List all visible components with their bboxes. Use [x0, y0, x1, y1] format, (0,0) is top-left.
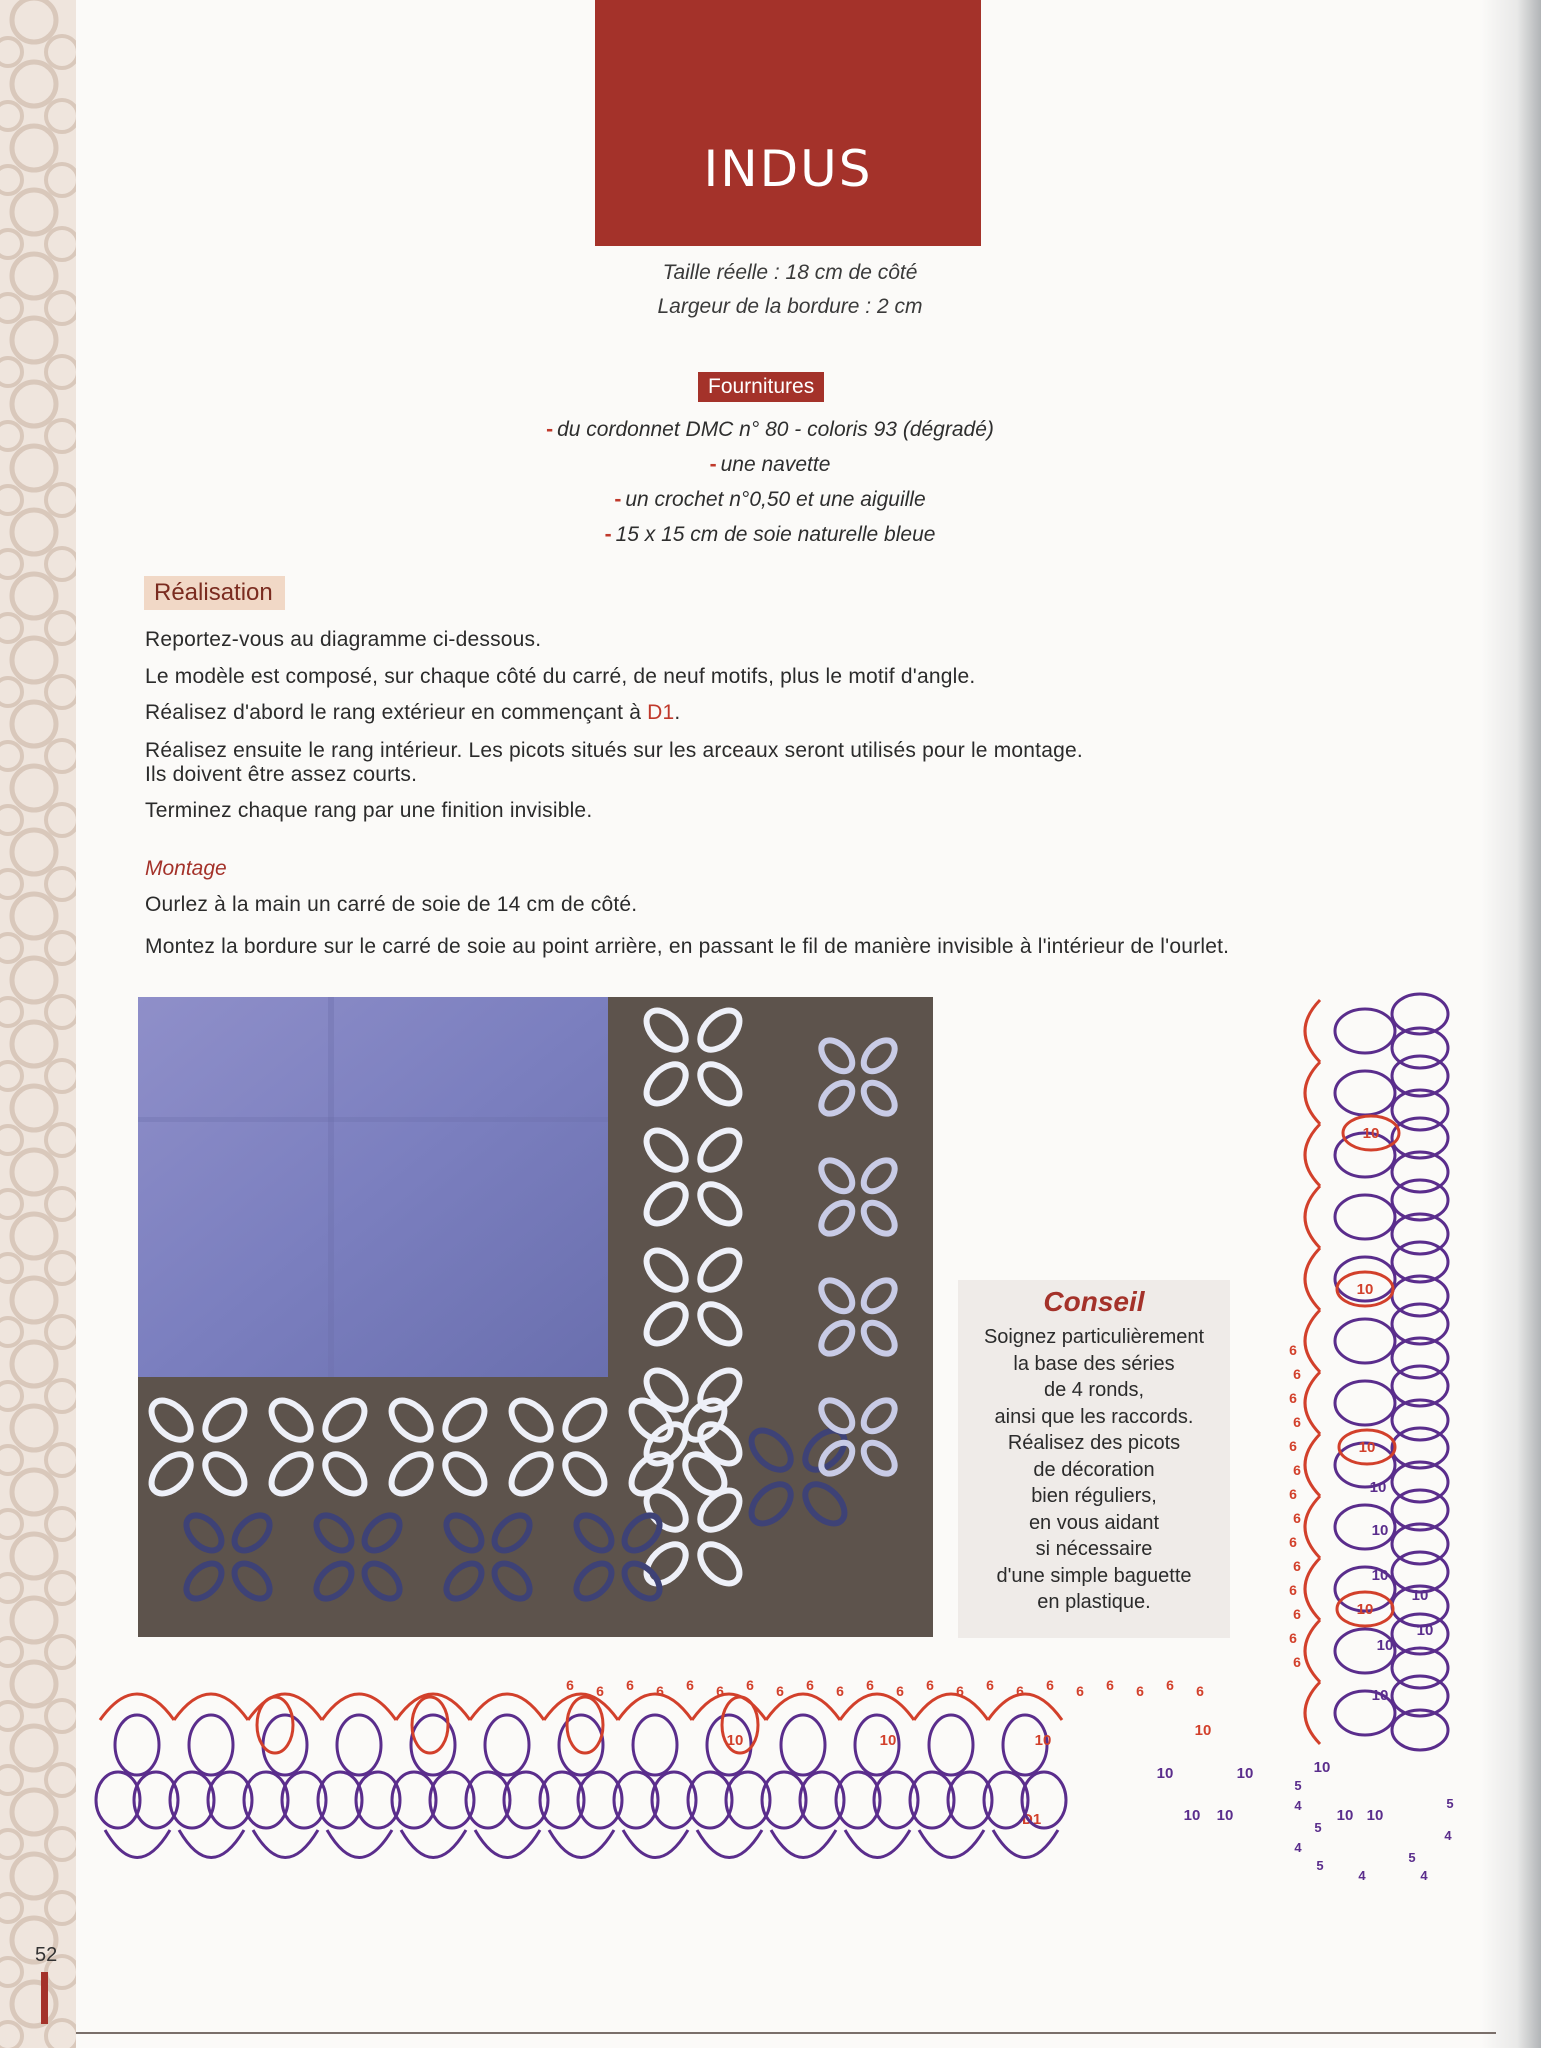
diagram-label: 6: [626, 1677, 634, 1693]
inner-ring: [1335, 1381, 1395, 1425]
diagram-label: 10: [1236, 1765, 1254, 1782]
outer-arc: [1305, 1434, 1320, 1496]
inner-ring: [263, 1715, 307, 1775]
diagram-label: 10: [1336, 1807, 1354, 1824]
montage-line: Montez la bordure sur le carré de soie au point arrière, en passant le fil de manière invisible à l'intérieur de l'ourlet.: [145, 935, 1230, 958]
tip-line: d'une simple baguette: [996, 1564, 1192, 1587]
inner-ring: [1335, 1071, 1395, 1115]
diagram-label: 6: [806, 1677, 814, 1693]
tip-line: Réalisez des picots: [1007, 1432, 1181, 1454]
diagram-label: 4: [1444, 1828, 1452, 1843]
inner-ring: [1335, 1319, 1395, 1363]
diagram-label: 10: [1358, 1439, 1376, 1456]
outer-arc: [1305, 1620, 1320, 1682]
montage-heading: Montage: [145, 857, 227, 880]
diagram-label: 6: [1293, 1606, 1301, 1622]
diagram-label: 6: [686, 1677, 694, 1693]
inner-arc: [401, 1830, 466, 1858]
diagram-label: 6: [746, 1677, 754, 1693]
diagram-label: 10: [1416, 1622, 1434, 1639]
diagram-label: 6: [836, 1683, 844, 1699]
diagram-label: 10: [1356, 1601, 1374, 1618]
diagram-label: 10: [726, 1732, 744, 1749]
diagram-label: 6: [1136, 1683, 1144, 1699]
diagram-label: 6: [1293, 1462, 1301, 1478]
inner-ring: [1335, 1195, 1395, 1239]
instruction-line: Reportez-vous au diagramme ci-dessous.: [145, 628, 542, 651]
diagram-label: 5: [1408, 1850, 1416, 1865]
diagram-label: 6: [1289, 1630, 1297, 1646]
outer-arc: [1305, 1000, 1320, 1062]
diagram-label: 6: [596, 1683, 604, 1699]
outer-arc: [1305, 1372, 1320, 1434]
inner-ring: [929, 1715, 973, 1775]
diagram-label: 6: [656, 1683, 664, 1699]
tip-line: de 4 ronds,: [1043, 1379, 1145, 1401]
diagram-label: 6: [1289, 1390, 1297, 1406]
tip-line: en plastique.: [1037, 1591, 1151, 1613]
diagram-label: 10: [1362, 1125, 1380, 1142]
diagram-label: 6: [1289, 1486, 1297, 1502]
outer-arc: [1305, 1062, 1320, 1124]
inner-arc: [845, 1830, 910, 1858]
tip-line: si nécessaire: [1035, 1538, 1153, 1560]
diagram-label: 6: [1046, 1677, 1054, 1693]
diagram-label: 10: [1371, 1687, 1389, 1704]
diagram-label: 10: [1371, 1522, 1389, 1539]
inner-arc: [697, 1830, 762, 1858]
diagram-label: 6: [716, 1683, 724, 1699]
diagram-label: 4: [1294, 1798, 1302, 1813]
inner-arc: [475, 1830, 540, 1858]
outer-arc: [1305, 1682, 1320, 1744]
diagram-label: 4: [1420, 1868, 1428, 1883]
diagram-label: 6: [1289, 1342, 1297, 1358]
size-info: Taille réelle : 18 cm de côté: [662, 261, 918, 284]
diagram-label: 6: [1293, 1414, 1301, 1430]
page-number-bar: [41, 1972, 48, 2024]
outer-arc: [1305, 1186, 1320, 1248]
diagram-label: 10: [1356, 1281, 1374, 1298]
diagram-label: 6: [1166, 1677, 1174, 1693]
diagram-label: 6: [566, 1677, 574, 1693]
diagram-label: 10: [1411, 1587, 1429, 1604]
diagram-label: 6: [1106, 1677, 1114, 1693]
diagram-label: 6: [866, 1677, 874, 1693]
instruction-line: Réalisez d'abord le rang extérieur en commençant à D1.: [145, 701, 681, 724]
outer-arc: [1305, 1310, 1320, 1372]
diagram-label: 6: [1293, 1558, 1301, 1574]
inner-arc: [623, 1830, 688, 1858]
instruction-line: Terminez chaque rang par une finition invisible.: [145, 799, 593, 822]
start-code: D1: [647, 701, 675, 724]
inner-arc: [771, 1830, 836, 1858]
start-point-label: D1: [1022, 1811, 1042, 1828]
diagram-label: 5: [1316, 1858, 1324, 1873]
diagram-label: 6: [1293, 1654, 1301, 1670]
diagram-label: 6: [1293, 1366, 1301, 1382]
diagram-label: 6: [956, 1683, 964, 1699]
inner-arc: [253, 1830, 318, 1858]
inner-ring: [633, 1715, 677, 1775]
diagram-label: 5: [1314, 1820, 1322, 1835]
supply-item: - du cordonnet DMC n° 80 - coloris 93 (dégradé): [546, 418, 994, 441]
inner-ring: [781, 1715, 825, 1775]
inner-arc: [919, 1830, 984, 1858]
inner-ring: [115, 1715, 159, 1775]
tip-line: ainsi que les raccords.: [994, 1405, 1194, 1428]
outer-ring: [257, 1697, 293, 1753]
diagram-label: 10: [1194, 1722, 1212, 1739]
instruction-line: Réalisez ensuite le rang intérieur. Les picots situés sur les arceaux seront utilisés pour le montage.: [145, 739, 1083, 762]
diagram-label: 10: [1369, 1479, 1387, 1496]
tip-line: de décoration: [1033, 1458, 1155, 1481]
outer-arc: [1305, 1124, 1320, 1186]
diagram-label: 6: [776, 1683, 784, 1699]
diagram-label: 10: [879, 1732, 897, 1749]
diagram-label: 6: [1289, 1534, 1297, 1550]
diagram-label: 6: [1289, 1438, 1297, 1454]
inner-ring: [337, 1715, 381, 1775]
realisation-label: Réalisation: [144, 576, 285, 610]
diagram-label: 6: [1076, 1683, 1084, 1699]
diagram-label: 10: [1216, 1807, 1234, 1824]
border-width-info: Largeur de la bordure : 2 cm: [657, 295, 923, 318]
outer-arc: [1305, 1496, 1320, 1558]
tip-line: la base des séries: [1013, 1352, 1175, 1375]
diagram-label: 10: [1183, 1807, 1201, 1824]
supply-item: - un crochet n°0,50 et une aiguille: [614, 488, 926, 511]
diagram-label: 10: [1156, 1765, 1174, 1782]
diagram-label: 6: [986, 1677, 994, 1693]
outer-arc: [1305, 1248, 1320, 1310]
diagram-label: 6: [1293, 1510, 1301, 1526]
diagram-label: 10: [1371, 1567, 1389, 1584]
tip-line: en vous aidant: [1028, 1511, 1160, 1534]
inner-ring: [189, 1715, 233, 1775]
supply-item: - 15 x 15 cm de soie naturelle bleue: [604, 523, 936, 546]
outer-arc: [1305, 1558, 1320, 1620]
tip-line: Soignez particulièrement: [983, 1326, 1205, 1348]
tip-line: bien réguliers,: [1031, 1485, 1157, 1507]
instruction-line: Le modèle est composé, sur chaque côté du carré, de neuf motifs, plus le motif d'angle.: [145, 665, 976, 688]
diagram-label: 10: [1376, 1637, 1394, 1654]
inner-arc: [327, 1830, 392, 1858]
diagram-label: 10: [1366, 1807, 1384, 1824]
diagram-label: 5: [1294, 1778, 1302, 1793]
instruction-line: Ils doivent être assez courts.: [145, 763, 418, 786]
inner-arc: [179, 1830, 244, 1858]
diagram-label: 4: [1294, 1840, 1302, 1855]
inner-ring: [1335, 1009, 1395, 1053]
diagram-label: 4: [1358, 1868, 1366, 1883]
diagram-label: 6: [896, 1683, 904, 1699]
supplies-label: Fournitures: [698, 372, 824, 402]
supply-item: - une navette: [709, 453, 831, 476]
diagram-label: 6: [1289, 1582, 1297, 1598]
montage-line: Ourlez à la main un carré de soie de 14 cm de côté.: [145, 893, 638, 916]
diagram-label: 6: [1196, 1683, 1204, 1699]
inner-arc: [549, 1830, 614, 1858]
bottom-rule: [76, 2032, 1496, 2034]
inner-ring: [485, 1715, 529, 1775]
diagram-label: 5: [1446, 1796, 1454, 1811]
inner-arc: [105, 1830, 170, 1858]
diagram-label: 6: [926, 1677, 934, 1693]
inner-arc: [993, 1830, 1058, 1858]
diagram-label: 10: [1313, 1759, 1331, 1776]
page-title: INDUS: [703, 140, 873, 198]
page-number: 52: [35, 1944, 58, 1966]
diagram-label: 6: [1016, 1683, 1024, 1699]
tip-title: Conseil: [1043, 1286, 1145, 1317]
diagram-label: 10: [1034, 1732, 1052, 1749]
